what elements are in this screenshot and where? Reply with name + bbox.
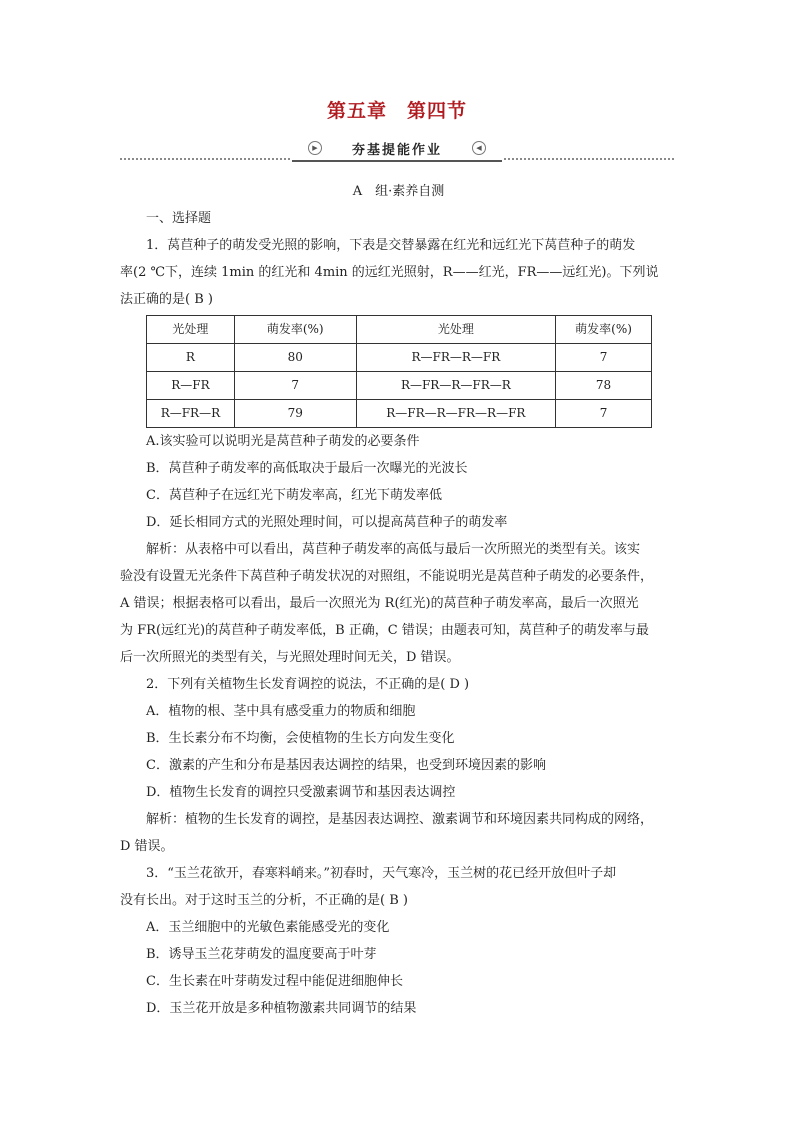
question-stem-line: 率(2 ℃下，连续 1min 的红光和 4min 的远红光照射，R——红光，FR——远红光)。下列说 [120,265,659,280]
analysis-line: D 错误。 [120,839,174,854]
table-header-cell: 萌发率(%) [556,316,652,344]
analysis-line: 解析：从表格中可以看出，莴苣种子萌发率的高低与最后一次所照光的类型有关。该实 [146,542,641,557]
question-stem-line: 3．“玉兰花欲开，春寒料峭来。”初春时，天气寒冷，玉兰树的花已经开放但叶子却 [146,866,617,881]
part-title: 一、选择题 [146,211,212,226]
question-3 [120,860,677,1022]
germination-table [146,315,652,428]
analysis-line: 后一次所照光的类型有关，与光照处理时间无关，D 错误。 [120,650,460,665]
option-a: A．植物的根、茎中具有感受重力的物质和细胞 [146,704,416,719]
dotted-divider-left [120,158,290,160]
option-c: C．莴苣种子在远红光下萌发率高，红光下萌发率低 [146,488,442,503]
option-a: A.该实验可以说明光是莴苣种子萌发的必要条件 [146,434,420,449]
banner-label: 夯基提能作业 [351,143,442,158]
banner-body [292,138,502,162]
question-1 [120,232,677,671]
table-row [147,400,652,428]
table-cell: R—FR [147,372,235,400]
option-a: A．玉兰细胞中的光敏色素能感受光的变化 [146,920,390,935]
option-c: C．激素的产生和分布是基因表达调控的结果，也受到环境因素的影响 [146,758,546,773]
table-header-cell: 光处理 [147,316,235,344]
table-header-cell: 光处理 [356,316,556,344]
question-stem-line: 法正确的是( B ) [120,292,213,307]
table-cell: R—FR—R—FR [356,344,556,372]
analysis-line: 验没有设置无光条件下莴苣种子萌发状况的对照组，不能说明光是莴苣种子萌发的必要条件， [120,569,654,584]
question-stem-line: 1．莴苣种子的萌发受光照的影响，下表是交替暴露在红光和远红光下莴苣种子的萌发 [146,238,636,253]
table-cell: R [147,344,235,372]
table-header-cell: 萌发率(%) [234,316,356,344]
content [120,178,677,1022]
table-cell: 79 [234,400,356,428]
table-cell: R—FR—R [147,400,235,428]
table-cell: 7 [556,344,652,372]
play-right-icon: ▶ [308,141,322,155]
analysis-line: A 错误；根据表格可以看出，最后一次照光为 R(红光)的莴苣种子萌发率高，最后一次照光 [120,596,639,611]
analysis-line: 为 FR(远红光)的莴苣种子萌发率低，B 正确，C 错误；由题表可知，莴苣种子的萌发率与最 [120,623,649,638]
chapter-title: 第五章 第四节 [326,100,467,122]
option-d: D．植物生长发育的调控只受激素调节和基因表达调控 [146,785,456,800]
table-cell: 7 [556,400,652,428]
group-title: A 组·素养自测 [352,184,445,199]
question-2 [120,671,677,860]
table-row [147,372,652,400]
table-cell: R—FR—R—FR—R [356,372,556,400]
table-cell: 78 [556,372,652,400]
option-b: B．诱导玉兰花芽萌发的温度要高于叶芽 [146,947,377,962]
dotted-divider-right [504,158,674,160]
option-d: D．延长相同方式的光照处理时间，可以提高莴苣种子的萌发率 [146,515,508,530]
option-b: B．生长素分布不均衡，会使植物的生长方向发生变化 [146,731,455,746]
table-header-row [147,316,652,344]
analysis-line: 解析：植物的生长发育的调控，是基因表达调控、激素调节和环境因素共同构成的网络， [146,812,654,827]
question-stem-line: 没有长出。对于这时玉兰的分析，不正确的是( B ) [120,893,408,908]
play-left-icon: ◀ [472,141,486,155]
option-c: C．生长素在叶芽萌发过程中能促进细胞伸长 [146,974,403,989]
table-cell: 7 [234,372,356,400]
option-b: B．莴苣种子萌发率的高低取决于最后一次曝光的光波长 [146,461,468,476]
table-cell: 80 [234,344,356,372]
table-row [147,344,652,372]
table-cell: R—FR—R—FR—R—FR [356,400,556,428]
section-banner [120,138,674,164]
option-d: D．玉兰花开放是多种植物激素共同调节的结果 [146,1001,417,1016]
question-stem-line: 2．下列有关植物生长发育调控的说法，不正确的是( D ) [146,677,470,692]
